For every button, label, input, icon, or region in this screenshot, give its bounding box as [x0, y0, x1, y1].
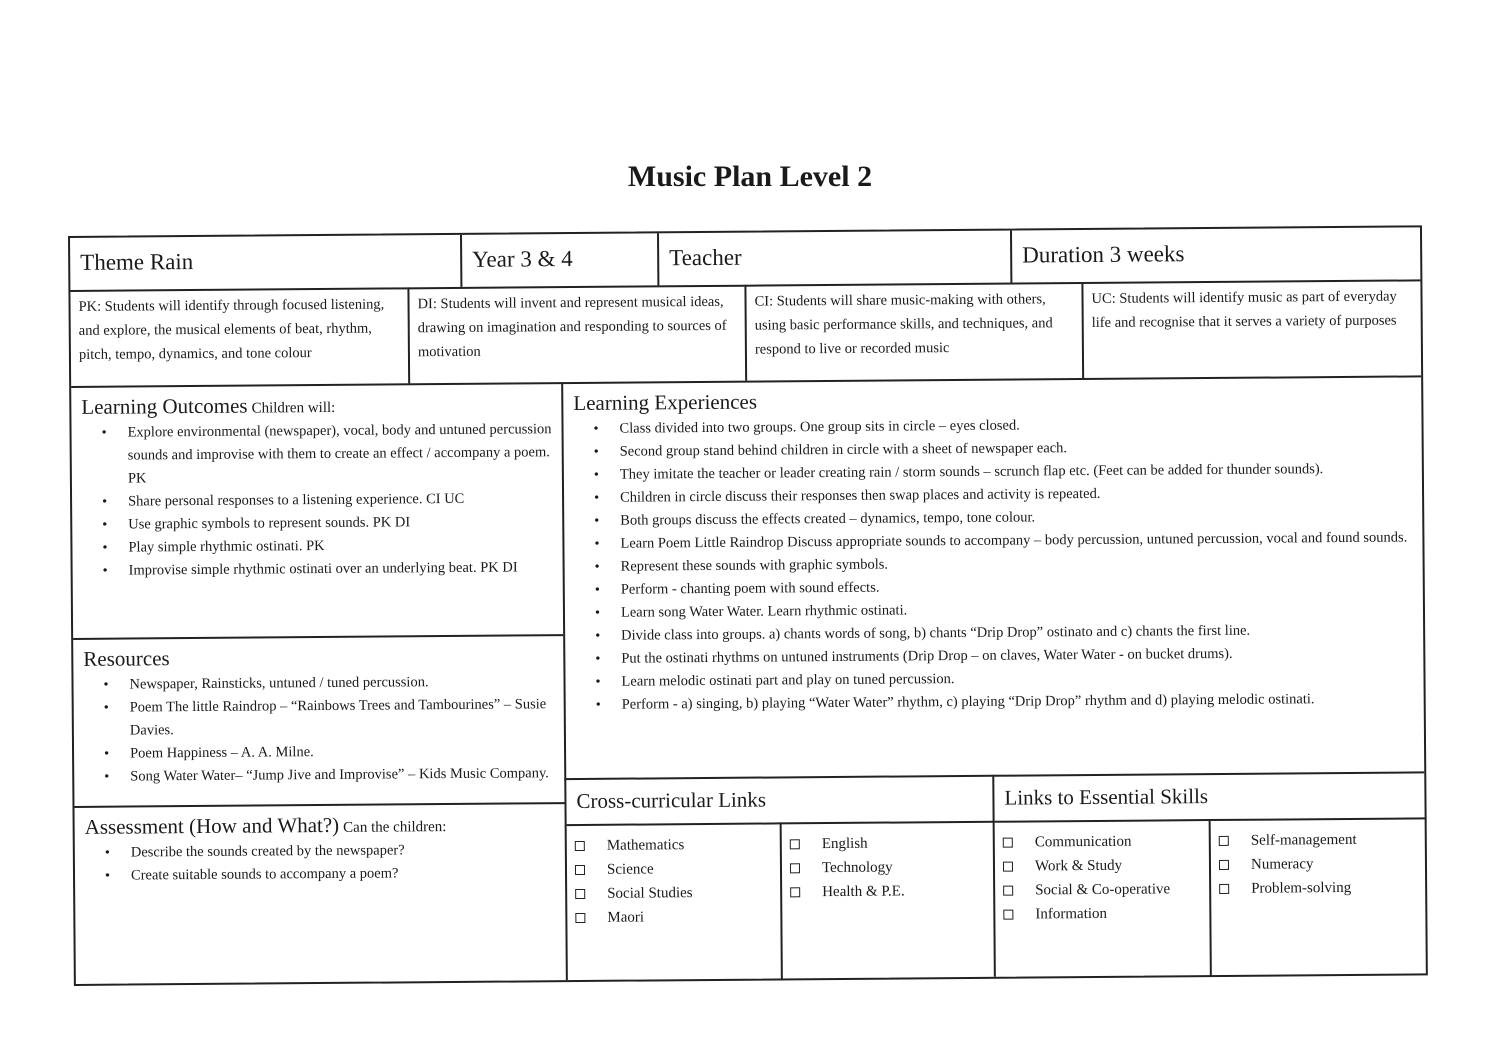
assessment-heading: Assessment (How and What?)	[84, 812, 340, 839]
essential-skills-section	[992, 771, 1426, 976]
list-item: • Both groups discuss the effects created – dynamics, tempo, tone colour.	[574, 503, 1412, 533]
checkbox-item[interactable]: Health & P.E.	[790, 879, 995, 905]
list-item: • Class divided into two groups. One group sits in circle – eyes closed.	[573, 411, 1411, 441]
assessment-section	[74, 802, 565, 984]
learning-outcomes-heading: Learning Outcomes	[81, 393, 248, 419]
checkbox-item[interactable]: Self-management	[1219, 827, 1427, 853]
learning-experiences-heading: Learning Experiences	[573, 389, 758, 416]
theme-cell: Theme Rain	[80, 249, 194, 275]
list-item: • Learn song Water Water. Learn rhythmic ostinati.	[575, 595, 1413, 625]
learning-experiences-section	[561, 375, 1424, 778]
cross-curricular-col-1	[567, 822, 781, 982]
learning-outcomes-subheading: Children will:	[251, 399, 336, 417]
list-item: • Poem Happiness – A. A. Milne.	[84, 739, 554, 766]
list-item: • Improvise simple rhythmic ostinati over an underlying beat. PK DI	[83, 556, 553, 583]
resources-list	[83, 670, 554, 789]
list-item: • Explore environmental (newspaper), vocal, body and untuned percussion sounds and improvise with them to create an effect / accompany a poem. PK	[81, 418, 552, 491]
list-item: • Use graphic symbols to represent sounds. PK DI	[82, 510, 552, 537]
list-item: • Song Water Water– “Jump Jive and Improvise” – Kids Music Company.	[84, 762, 554, 789]
list-item: • Play simple rhythmic ostinati. PK	[82, 533, 552, 560]
plan-table	[68, 225, 1428, 986]
checkbox-item[interactable]: Science	[575, 856, 780, 882]
checkbox-item[interactable]: Communication	[1003, 829, 1209, 855]
strand-ci: CI: Students will share music-making with others, using basic performance skills, and techniques, and respond to live or recorded music	[744, 282, 1082, 381]
cross-curricular-section	[564, 775, 994, 980]
checkbox-item[interactable]: Maori	[575, 904, 780, 930]
list-item: • Learn melodic ostinati part and play on tuned percussion.	[575, 664, 1413, 694]
checkbox-item[interactable]: Problem-solving	[1219, 875, 1427, 901]
list-item: • Describe the sounds created by the newspaper?	[85, 838, 555, 865]
essential-skills-heading: Links to Essential Skills	[1004, 784, 1209, 810]
checkbox-icon[interactable]	[1003, 886, 1013, 896]
resources-section	[73, 634, 564, 806]
list-item: • They imitate the teacher or leader creating rain / storm sounds – scrunch flap etc. (Feet can be added for thunder sounds).	[574, 457, 1412, 487]
checkbox-icon[interactable]	[790, 887, 800, 897]
duration-cell: Duration 3 weeks	[1010, 227, 1420, 282]
strand-uc: UC: Students will identify music as part of everyday life and recognise that it serves a variety of purposes	[1081, 279, 1421, 378]
checkbox-item[interactable]: Mathematics	[575, 832, 780, 858]
checkbox-item[interactable]: Work & Study	[1003, 853, 1209, 879]
list-item: • Learn Poem Little Raindrop Discuss appropriate sounds to accompany – body percussion, untuned percussion, vocal and found sounds.	[574, 526, 1412, 556]
strand-pk: PK: Students will identify through focused listening, and explore, the musical elements of beat, rhythm, pitch, tempo, dynamics, and tone colour	[70, 287, 408, 386]
checkbox-icon[interactable]	[1003, 910, 1013, 920]
list-item: • Children in circle discuss their responses then swap places and activity is repeated.	[574, 480, 1412, 510]
checkbox-item[interactable]: English	[790, 831, 995, 857]
checkbox-item[interactable]: Social Studies	[575, 880, 780, 906]
checkbox-item[interactable]: Numeracy	[1219, 851, 1427, 877]
checkbox-icon[interactable]	[1219, 860, 1229, 870]
assessment-subheading: Can the children:	[343, 819, 447, 836]
checkbox-icon[interactable]	[1219, 836, 1229, 846]
checkbox-icon[interactable]	[1003, 862, 1013, 872]
learning-experiences-list	[573, 411, 1413, 717]
list-item: • Put the ostinati rhythms on untuned instruments (Drip Drop – on claves, Water Water - on bucket drums).	[575, 641, 1413, 671]
list-item: • Perform - chanting poem with sound effects.	[575, 572, 1413, 602]
checkbox-item[interactable]: Information	[1003, 901, 1209, 927]
list-item: • Represent these sounds with graphic symbols.	[575, 549, 1413, 579]
checkbox-icon[interactable]	[790, 863, 800, 873]
checkbox-icon[interactable]	[575, 865, 585, 875]
cross-curricular-col-2	[780, 821, 996, 981]
teacher-cell: Teacher	[657, 231, 1010, 286]
essential-skills-col-1	[995, 819, 1210, 979]
learning-outcomes-section	[71, 382, 563, 638]
list-item: • Second group stand behind children in circle with a sheet of newspaper each.	[574, 434, 1412, 464]
strand-di: DI: Students will invent and represent musical ideas, drawing on imagination and responding to sources of motivation	[407, 285, 745, 384]
year-cell: Year 3 & 4	[460, 233, 657, 287]
page-title: Music Plan Level 2	[627, 160, 873, 193]
checkbox-icon[interactable]	[1003, 838, 1013, 848]
list-item: • Share personal responses to a listening experience. CI UC	[82, 487, 552, 514]
checkbox-icon[interactable]	[575, 841, 585, 851]
checkbox-item[interactable]: Technology	[790, 855, 995, 881]
list-item: • Poem The little Raindrop – “Rainbows Trees and Tambourines” – Susie Davies.	[84, 693, 554, 743]
list-item: • Newspaper, Rainsticks, untuned / tuned percussion.	[83, 670, 553, 697]
checkbox-icon[interactable]	[1219, 884, 1229, 894]
essential-skills-col-2	[1209, 817, 1428, 977]
learning-outcomes-list	[81, 418, 552, 583]
checkbox-item[interactable]: Social & Co-operative	[1003, 877, 1209, 903]
resources-heading: Resources	[83, 646, 170, 671]
list-item: • Create suitable sounds to accompany a poem?	[85, 861, 555, 888]
cross-curricular-heading: Cross-curricular Links	[576, 787, 767, 814]
checkbox-icon[interactable]	[575, 889, 585, 899]
assessment-list	[85, 838, 555, 888]
list-item: • Divide class into groups. a) chants words of song, b) chants “Drip Drop” ostinato and c) chants the first line.	[575, 618, 1413, 648]
list-item: • Perform - a) singing, b) playing “Water Water” rhythm, c) playing “Drip Drop” rhythm and d) playing melodic ostinati.	[576, 687, 1414, 717]
checkbox-icon[interactable]	[575, 913, 585, 923]
checkbox-icon[interactable]	[790, 839, 800, 849]
